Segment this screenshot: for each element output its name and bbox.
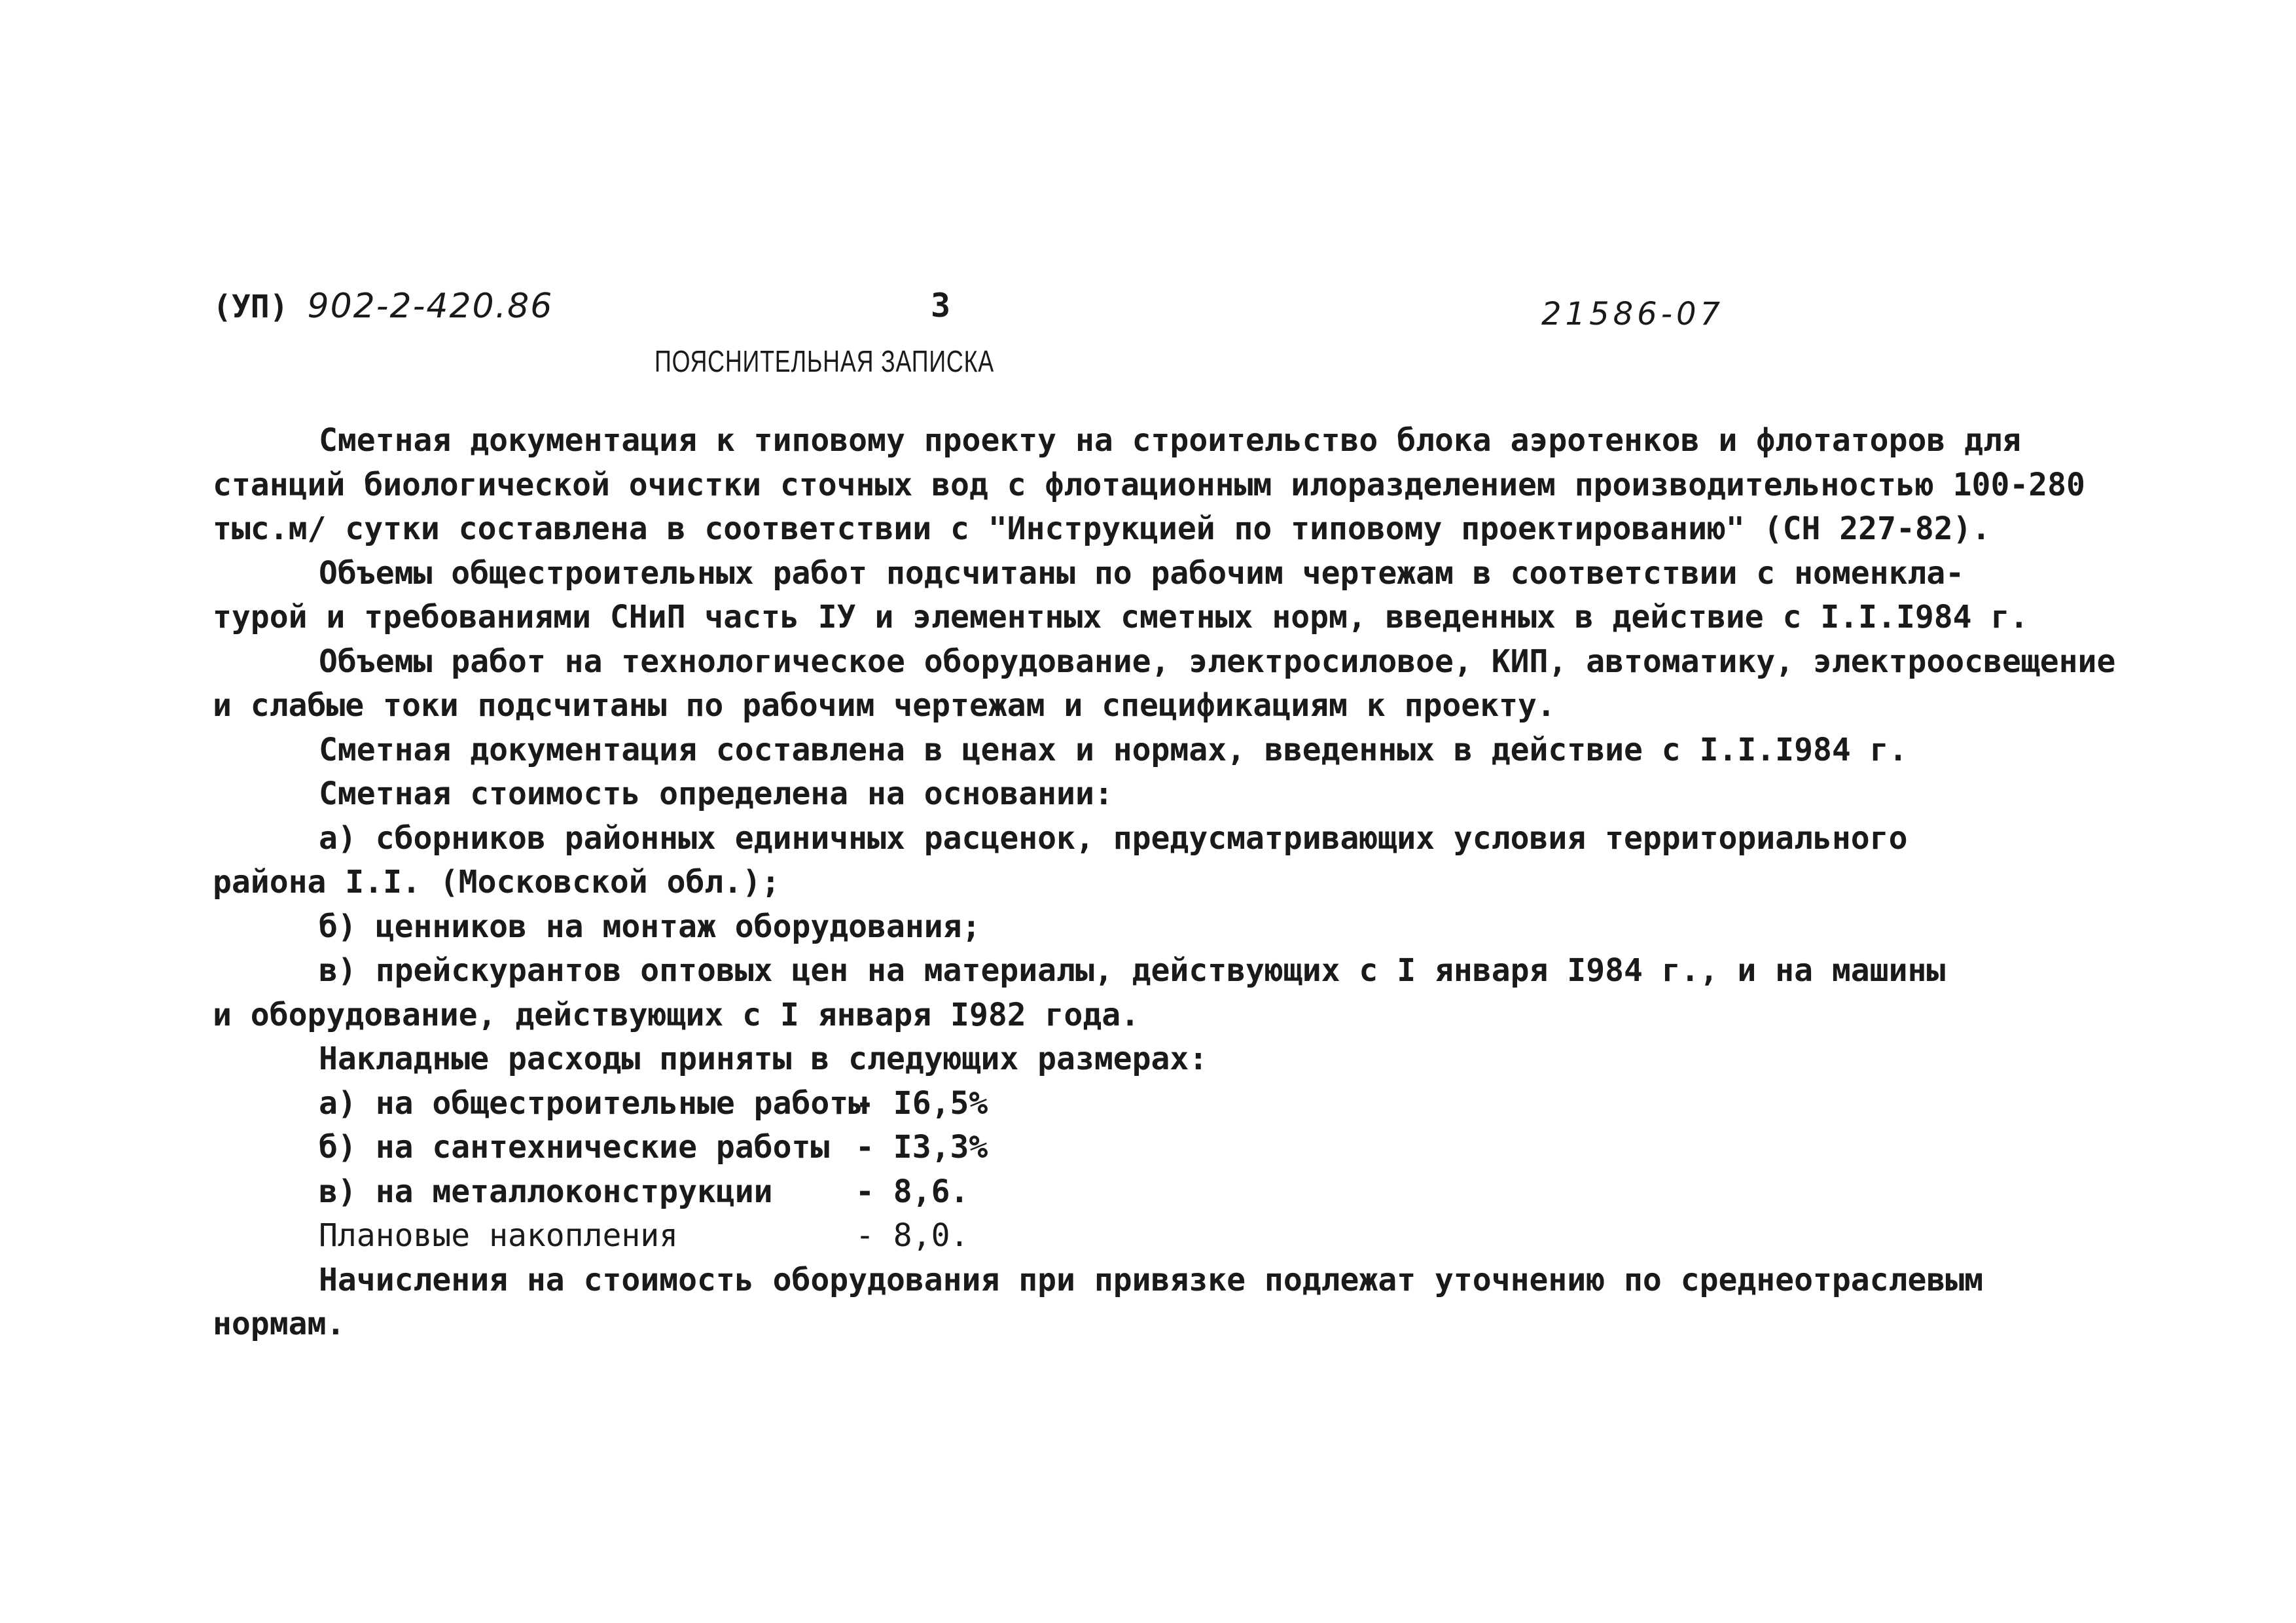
paragraph-line: Сметная стоимость определена на основании: <box>319 776 1113 812</box>
list-item: б) ценников на монтаж оборудования; <box>319 908 981 945</box>
rate-label: б) на сантехнические работы <box>319 1129 830 1166</box>
paragraph-line: нормам. <box>213 1306 346 1342</box>
document-title: ПОЯСНИТЕЛЬНАЯ ЗАПИСКА <box>655 344 995 378</box>
paragraph-line: Сметная документация составлена в ценах и нормах, введенных в действие с I.I.I984 г. <box>319 731 1908 768</box>
list-item: в) прейскурантов оптовых цен на материалы, действующих с I января I984 г., и на машины <box>319 952 1946 989</box>
rate-label: а) на общестроительные работы <box>319 1084 868 1122</box>
paragraph-line: Объемы общестроительных работ подсчитаны по рабочим чертежам в соответствии с номенкла- <box>319 554 1965 592</box>
rate-label: Плановые накопления <box>319 1217 679 1254</box>
rate-row <box>213 1170 2045 1215</box>
rate-row <box>213 1082 2045 1126</box>
rate-row <box>213 1126 2045 1170</box>
inventory-number: 21586-07 <box>1541 296 1725 332</box>
paragraph-line: Сметная документация к типовому проекту на строительство блока аэротенков и флотаторов для <box>319 422 2021 459</box>
paragraph-line: и слабые токи подсчитаны по рабочим чертежам и спецификациям к проекту. <box>213 687 1556 724</box>
rate-row <box>213 1214 2045 1258</box>
list-item-continuation: и оборудование, действующих с I января I982 года. <box>213 996 1140 1033</box>
paragraph-line: турой и требованиями СНиП часть IУ и элементных сметных норм, введенных в действие с I.I.I984 г. <box>213 599 2029 635</box>
paragraph-line: Начисления на стоимость оборудования при привязке подлежат уточнению по среднеотраслевым <box>319 1261 1984 1298</box>
rate-value: - 8,6. <box>855 1173 969 1210</box>
paragraph-line: станций биологической очистки сточных вод с флотационным илоразделением производительностью 100-280 <box>213 466 2085 503</box>
rate-value: - 8,0. <box>855 1217 969 1254</box>
document-code-number: 902-2-420.86 <box>307 287 554 326</box>
paragraph-line: Накладные расходы приняты в следующих размерах: <box>319 1041 1208 1077</box>
list-item: а) сборников районных единичных расценок, предусматривающих условия территориального <box>319 819 1908 857</box>
document-code <box>213 287 553 326</box>
explanatory-note-body <box>213 419 2116 1347</box>
list-item-continuation: района I.I. (Московской обл.); <box>213 864 780 901</box>
paragraph-line: тыс.м/ сутки составлена в соответствии с "Инструкцией по типовому проектированию" (СН 227-82). <box>213 510 1991 547</box>
rate-value: - I3,3% <box>855 1129 988 1166</box>
rate-value: - I6,5% <box>855 1084 988 1122</box>
rate-label: в) на металлоконструкции <box>319 1173 773 1210</box>
document-code-prefix: (УП) <box>213 289 289 325</box>
paragraph-line: Объемы работ на технологическое оборудование, электросиловое, КИП, автоматику, электроосвещение <box>319 643 2116 680</box>
page-number: 3 <box>931 287 951 325</box>
